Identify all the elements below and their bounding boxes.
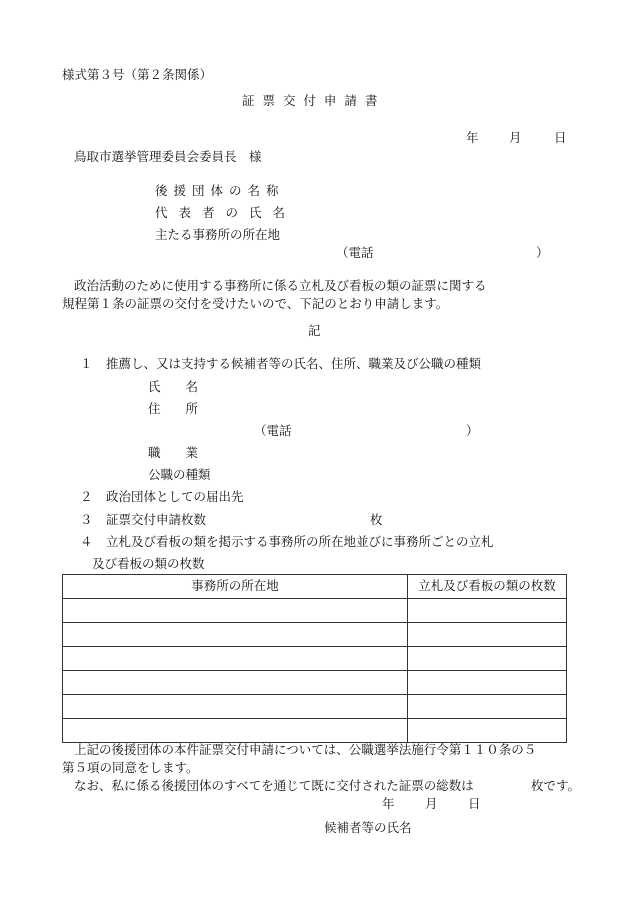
date-month: 月 <box>509 130 522 145</box>
consent-line1: 上記の後援団体の本件証票交付申請については、公職選挙法施行令第１１０条の５ <box>74 742 537 757</box>
ki-heading: 記 <box>308 323 321 338</box>
item-3-unit: 枚 <box>370 512 383 527</box>
signboard-count-cell[interactable] <box>408 671 567 695</box>
office-address-cell[interactable] <box>63 647 408 671</box>
table-row <box>63 671 567 695</box>
form-title: 証 票 交 付 申 請 書 <box>242 93 380 108</box>
candidate-address-label: 住 所 <box>148 401 199 416</box>
office-address-cell[interactable] <box>63 695 408 719</box>
office-address-cell[interactable] <box>63 719 408 743</box>
table-row <box>63 719 567 743</box>
candidate-job-label: 職 業 <box>148 445 199 460</box>
body-text-line2: 規程第１条の証票の交付を受けたいので、下記のとおり申請します。 <box>62 296 449 311</box>
table-header-row <box>63 575 567 599</box>
office-address-label: 主たる事務所の所在地 <box>155 227 281 242</box>
item-3-number: ３ <box>80 512 93 527</box>
consent-date-day: 日 <box>468 796 481 811</box>
item-4-number: ４ <box>80 534 93 549</box>
office-address-cell[interactable] <box>63 671 408 695</box>
form-number: 様式第３号（第２条関係） <box>62 67 213 82</box>
consent-line3-after: 枚です。 <box>531 778 581 793</box>
consent-line3-before: なお、私に係る後援団体のすべてを通じて既に交付された証票の総数は <box>74 778 474 793</box>
office-address-cell[interactable] <box>63 599 408 623</box>
office-signboard-table <box>62 574 567 743</box>
item-2-number: ２ <box>80 489 93 504</box>
candidate-signature-label: 候補者等の氏名 <box>324 820 412 835</box>
body-text-line1: 政治活動のために使用する事務所に係る立札及び看板の類の証票に関する <box>74 278 487 293</box>
candidate-phone-close: ） <box>466 423 479 438</box>
item-4-text-line1: 立札及び看板の類を掲示する事務所の所在地並びに事務所ごとの立札 <box>106 534 494 549</box>
candidate-name-label: 氏 名 <box>148 379 199 394</box>
rep-name-label: 代表者の氏名 <box>155 205 297 220</box>
candidate-office-type-label: 公職の種類 <box>148 467 211 482</box>
item-3-text: 証票交付申請枚数 <box>106 512 207 527</box>
office-address-cell[interactable] <box>63 623 408 647</box>
table-row <box>63 695 567 719</box>
consent-date-month: 月 <box>425 796 438 811</box>
addressee: 鳥取市選挙管理委員会委員長 様 <box>74 149 262 164</box>
candidate-phone-open: （電話 <box>254 423 292 438</box>
applicant-phone-close: ） <box>536 245 549 260</box>
consent-line2: 第５項の同意をします。 <box>62 760 199 775</box>
date-day: 日 <box>554 130 567 145</box>
item-2-text: 政治団体としての届出先 <box>106 489 244 504</box>
item-1-text: 推薦し、又は支持する候補者等の氏名、住所、職業及び公職の種類 <box>106 356 482 371</box>
date-year: 年 <box>466 130 479 145</box>
table-row <box>63 623 567 647</box>
signboard-count-cell[interactable] <box>408 647 567 671</box>
table-row <box>63 599 567 623</box>
applicant-phone-open: （電話 <box>336 245 374 260</box>
item-4-text-line2: 及び看板の類の枚数 <box>92 556 205 571</box>
signboard-count-cell[interactable] <box>408 719 567 743</box>
header-signboard-count: 立札及び看板の類の枚数 <box>408 575 567 599</box>
signboard-count-cell[interactable] <box>408 695 567 719</box>
table-row <box>63 647 567 671</box>
signboard-count-cell[interactable] <box>408 623 567 647</box>
signboard-count-cell[interactable] <box>408 599 567 623</box>
consent-date-year: 年 <box>382 796 395 811</box>
item-1-number: １ <box>80 356 93 371</box>
org-name-label: 後援団体の名称 <box>155 183 285 198</box>
header-office-address: 事務所の所在地 <box>63 575 408 599</box>
